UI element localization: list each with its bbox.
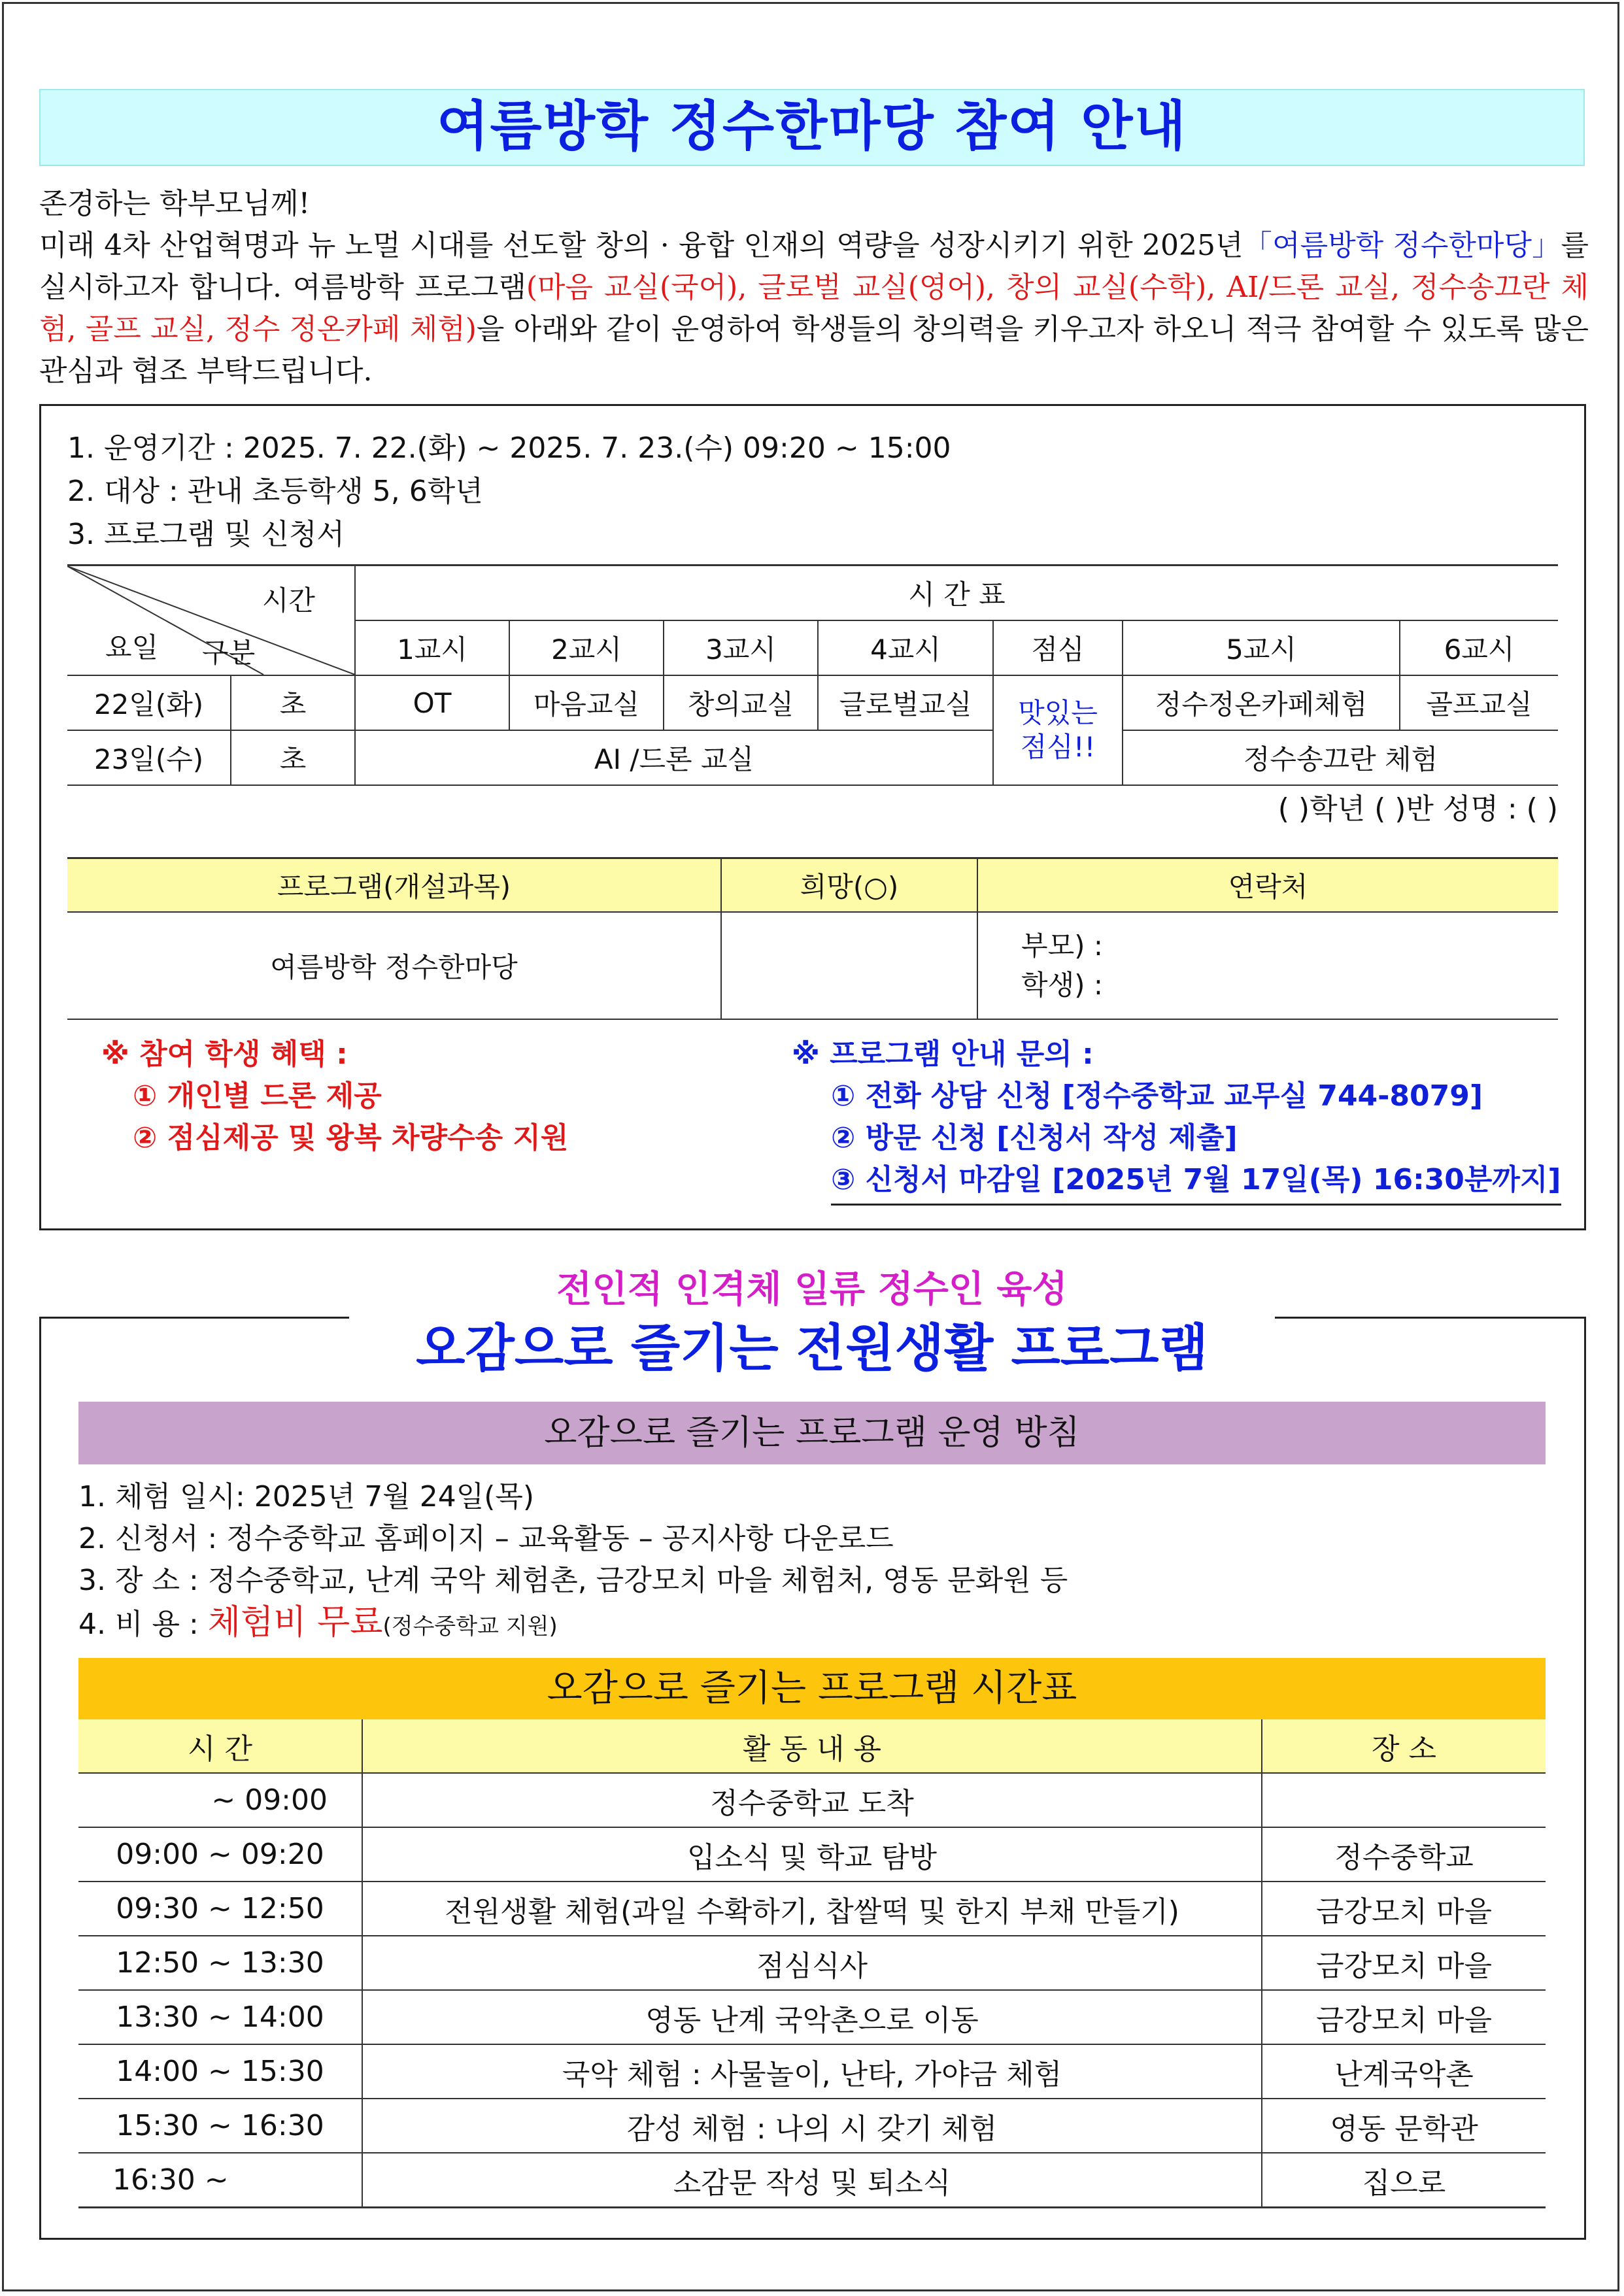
- col-contact: 연락처: [977, 858, 1558, 913]
- row2-morning: AI /드론 교실: [355, 730, 993, 785]
- policy-lines: [78, 1476, 1068, 1647]
- section2-subtitle: 전인적 인격체 일류 정수인 육성: [556, 1268, 1068, 1311]
- page-title: 여름방학 정수한마당 참여 안내: [39, 89, 1585, 166]
- row-time: 09:00 ~ 09:20: [78, 1827, 362, 1882]
- col-time: 시 간: [78, 1719, 362, 1773]
- row1-day: 22일(화): [67, 675, 231, 730]
- row-place: 난계국악촌: [1262, 2044, 1546, 2099]
- intro-paragraph: [39, 225, 1589, 392]
- cost-label: 4. 비 용 :: [78, 1608, 208, 1641]
- table-row: [78, 2099, 1546, 2153]
- period-2: 2교시: [509, 620, 664, 675]
- row-place: 금강모치 마을: [1262, 1936, 1546, 1990]
- row-time: 12:50 ~ 13:30: [78, 1936, 362, 1990]
- table-row: [78, 1827, 1546, 1882]
- table-row: [78, 1882, 1546, 1936]
- col-wish: 희망(○): [721, 858, 977, 913]
- row-activity: 감성 체험 : 나의 시 갖기 체험: [362, 2099, 1262, 2153]
- table-row: [78, 1936, 1546, 1990]
- corner-time: 시간: [262, 584, 315, 616]
- cost-note: (정수중학교 지원): [382, 1613, 558, 1640]
- row-time: 15:30 ~ 16:30: [78, 2099, 362, 2153]
- program-name: 여름방학 정수한마당: [67, 912, 721, 1019]
- schedule-header: 시 간 표: [355, 566, 1558, 621]
- schedule-table: [67, 564, 1558, 786]
- corner-day: 요일: [105, 632, 159, 664]
- row-place: 정수중학교: [1262, 1827, 1546, 1882]
- intro-programs: (마음 교실(국어), 글로벌 교실(영어), 창의 교실(수학), AI/드론 교실, 정수송끄란 체험, 골프 교실, 정수 정온카페 체험): [39, 271, 1589, 346]
- benefit-item-2: ② 점심제공 및 왕복 차량수송 지원: [133, 1121, 569, 1155]
- inquiry: [792, 1034, 1561, 1206]
- row-time: 13:30 ~ 14:00: [78, 1990, 362, 2044]
- row-place: 영동 문학관: [1262, 2099, 1546, 2153]
- col-place: 장 소: [1262, 1719, 1546, 1773]
- row-activity: 입소식 및 학교 탐방: [362, 1827, 1262, 1882]
- intro-text: [39, 183, 1589, 392]
- program-info-box: [39, 404, 1586, 1230]
- row1-p5: 정수정온카페체험: [1123, 675, 1400, 730]
- row-place: 금강모치 마을: [1262, 1990, 1546, 2044]
- row1-p4: 글로벌교실: [818, 675, 993, 730]
- row-time: ~ 09:00: [78, 1773, 362, 1827]
- contact-parent: 부모) :: [1021, 930, 1104, 962]
- section2-title: 오감으로 즐기는 전원생활 프로그램: [416, 1319, 1208, 1378]
- period-lunch: 점심: [993, 620, 1123, 675]
- policy-place: 3. 장 소 : 정수중학교, 난계 국악 체험촌, 금강모치 마을 체험처, 영동 문화원 등: [78, 1564, 1068, 1597]
- inquiry-item-2: ② 방문 신청 [신청서 작성 제출]: [831, 1121, 1238, 1155]
- info-program: 3. 프로그램 및 신청서: [67, 518, 345, 551]
- row-activity: 영동 난계 국악촌으로 이동: [362, 1990, 1262, 2044]
- row-activity: 전원생활 체험(과일 수확하기, 찹쌀떡 및 한지 부채 만들기): [362, 1882, 1262, 1936]
- schedule-corner: [67, 566, 355, 676]
- info-target: 2. 대상 : 관내 초등학생 5, 6학년: [67, 475, 483, 508]
- col-program: 프로그램(개설과목): [67, 858, 721, 913]
- row1-group: 초: [231, 675, 355, 730]
- policy-cost: [78, 1602, 1068, 1647]
- row2-group: 초: [231, 730, 355, 785]
- name-line: ( )학년 ( )반 성명 : ( ): [1277, 792, 1558, 826]
- info-lines: [67, 427, 951, 556]
- table-row: [78, 1990, 1546, 2044]
- row-activity: 점심식사: [362, 1936, 1262, 1990]
- table-row: [78, 2153, 1546, 2208]
- corner-group: 구분: [202, 637, 256, 669]
- row1-p1: OT: [355, 675, 509, 730]
- cost-value: 체험비 무료: [207, 1603, 383, 1642]
- row-place: [1262, 1773, 1546, 1827]
- info-period: 1. 운영기간 : 2025. 7. 22.(화) ~ 2025. 7. 23.(수) 09:20 ~ 15:00: [67, 431, 951, 465]
- period-3: 3교시: [664, 620, 818, 675]
- row-place: 금강모치 마을: [1262, 1882, 1546, 1936]
- row-activity: 국악 체험 : 사물놀이, 난타, 가야금 체험: [362, 2044, 1262, 2099]
- period-6: 6교시: [1400, 620, 1558, 675]
- inquiry-item-1: ① 전화 상담 신청 [정수중학교 교무실 744-8079]: [831, 1079, 1483, 1113]
- policy-date: 1. 체험 일시: 2025년 7월 24일(목): [78, 1480, 535, 1513]
- benefit-item-1: ① 개인별 드론 제공: [133, 1079, 382, 1113]
- benefits-title: ※ 참여 학생 혜택 :: [101, 1038, 348, 1071]
- inquiry-title: ※ 프로그램 안내 문의 :: [792, 1038, 1094, 1071]
- intro-part-c: 을 아래와 같이 운영하여 학생들의 창의력을 키우고자 하오니 적극 참여할 수 있도록 많은 관심과 협조 부탁드립니다.: [39, 312, 1589, 388]
- row-time: 14:00 ~ 15:30: [78, 2044, 362, 2099]
- policy-title: 오감으로 즐기는 프로그램 운영 방침: [78, 1402, 1546, 1464]
- contact-student: 학생) :: [1021, 969, 1104, 1001]
- row1-p3: 창의교실: [664, 675, 818, 730]
- row2-afternoon: 정수송끄란 체험: [1123, 730, 1558, 785]
- application-table: [67, 857, 1558, 1020]
- row1-p6: 골프교실: [1400, 675, 1558, 730]
- contact-cell[interactable]: [977, 912, 1558, 1019]
- row-place: 집으로: [1262, 2153, 1546, 2208]
- wish-cell[interactable]: [721, 912, 977, 1019]
- policy-application: 2. 신청서 : 정수중학교 홈페이지 – 교육활동 – 공지사항 다운로드: [78, 1522, 894, 1555]
- period-1: 1교시: [355, 620, 509, 675]
- intro-part-a: 미래 4차 산업혁명과 뉴 노멀 시대를 선도할 창의 · 융합 인재의 역량을 성장시키기 위한 2025년: [39, 229, 1243, 262]
- table-row: [78, 2044, 1546, 2099]
- row2-day: 23일(수): [67, 730, 231, 785]
- period-5: 5교시: [1123, 620, 1400, 675]
- lunch-cell: 맛있는 점심!!: [993, 675, 1123, 785]
- inquiry-item-3: ③ 신청서 마감일 [2025년 7월 17일(목) 16:30분까지]: [831, 1159, 1561, 1206]
- intro-part-b: 를 실시하고자 합니다. 여름방학 프로그램: [39, 229, 1589, 304]
- table-row: [78, 1773, 1546, 1827]
- row-activity: 소감문 작성 및 퇴소식: [362, 2153, 1262, 2208]
- row-activity: 정수중학교 도착: [362, 1773, 1262, 1827]
- col-activity: 활 동 내 용: [362, 1719, 1262, 1773]
- timetable: [78, 1719, 1546, 2208]
- timetable-title: 오감으로 즐기는 프로그램 시간표: [78, 1658, 1546, 1719]
- row1-p2: 마음교실: [509, 675, 664, 730]
- row-time: 09:30 ~ 12:50: [78, 1882, 362, 1936]
- greeting: 존경하는 학부모님께!: [39, 187, 311, 220]
- row-time: 16:30 ~: [78, 2153, 362, 2208]
- benefits: [101, 1034, 568, 1159]
- intro-highlight: 「여름방학 정수한마당」: [1243, 229, 1561, 262]
- period-4: 4교시: [818, 620, 993, 675]
